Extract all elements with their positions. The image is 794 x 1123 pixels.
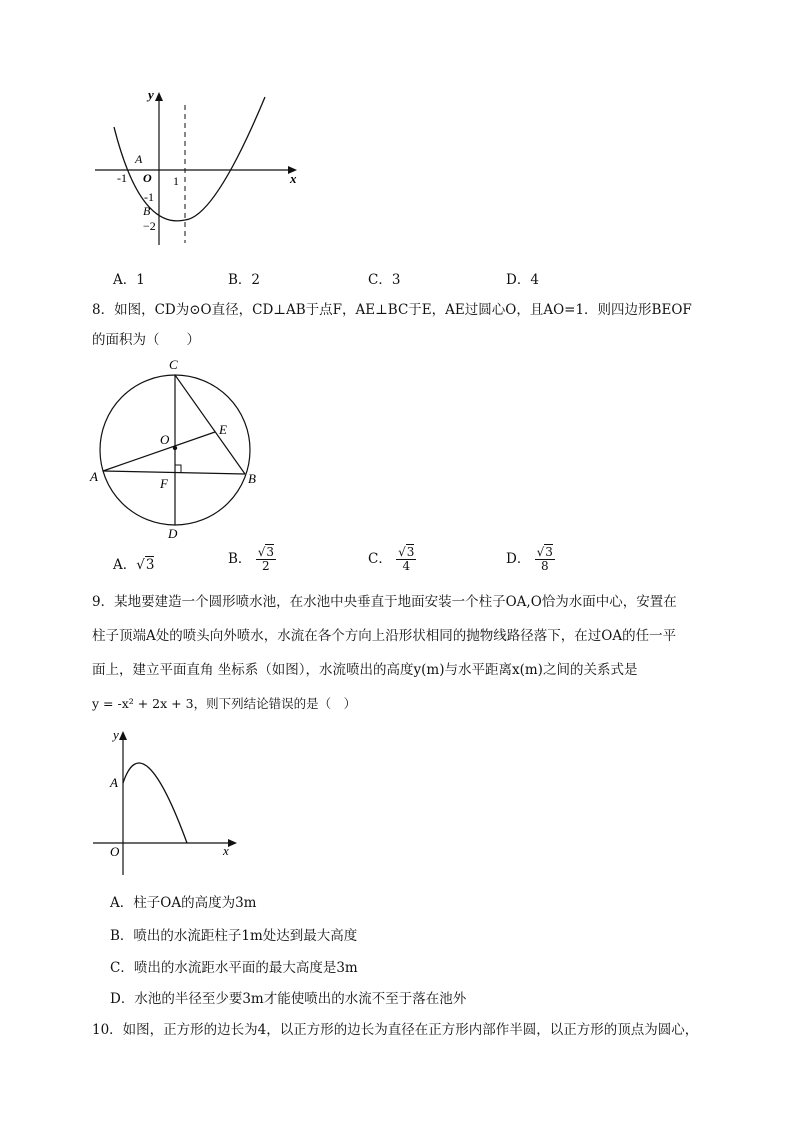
q7-option-a: A．1 xyxy=(113,272,145,288)
tick-neg2-y: −2 xyxy=(143,219,156,233)
q8-option-a: A．√3 xyxy=(113,557,155,573)
q9-option-c: C．喷出的水流距水平面的最大高度是3m xyxy=(110,960,358,976)
origin-label: O xyxy=(143,171,152,185)
q9-stem-line1: 9．某地要建造一个圆形喷水池，在水池中央垂直于地面安装一个柱子OA,O恰为水面中心，安置在 xyxy=(92,594,677,610)
q7-parabola-graph xyxy=(90,85,310,250)
q9-stem-line4: y = -x² + 2x + 3，则下列结论错误的是（ ） xyxy=(92,696,357,711)
x-axis-arrow xyxy=(228,839,237,847)
q8-stem-line1: 8．如图，CD为⊙O直径，CD⊥AB于点F，AE⊥BC于E，AE过圆心O，且AO=1．则四边形BEOF xyxy=(92,302,692,318)
q8-option-b: B． $\frac{√3}{2}$ xyxy=(228,545,275,573)
tick-1-x: 1 xyxy=(173,174,179,188)
water-parabola xyxy=(123,763,187,843)
q9-option-d: D．水池的半径至少要3m才能使喷出的水流不至于落在池外 xyxy=(110,991,467,1007)
q9-option-a: A．柱子OA的高度为3m xyxy=(110,895,257,911)
q9-stem-line3: 面上，建立平面直角 坐标系（如图），水流喷出的高度y(m)与水平距离x(m)之间的关系式是 xyxy=(92,662,638,678)
q8-circle-diagram xyxy=(85,355,275,540)
q7-option-b: B．2 xyxy=(228,272,261,288)
point-c-label: C xyxy=(169,357,178,372)
tick-neg1-y: -1 xyxy=(144,190,154,204)
point-b-label: B xyxy=(143,204,151,218)
x-axis-label: x xyxy=(223,843,229,858)
y-axis-label: y xyxy=(148,87,154,102)
origin-label: O xyxy=(110,844,120,859)
point-a-label: A xyxy=(90,469,98,484)
point-b-label: B xyxy=(248,471,256,486)
q9-stem-line2: 柱子顶端A处的喷头向外喷水，水流在各个方向上沿形状相同的抛物线路径落下，在过OA的任一平 xyxy=(92,628,677,644)
y-axis-arrow xyxy=(155,92,163,101)
point-a-label: A xyxy=(135,152,143,166)
point-a-label: A xyxy=(110,775,118,790)
q9-option-b: B．喷出的水流距柱子1m处达到最大高度 xyxy=(110,928,358,944)
y-axis-label: y xyxy=(113,727,119,742)
q10-stem-line1: 10．如图，正方形的边长为4，以正方形的边长为直径在正方形内部作半圆，以正方形的顶点为圆心， xyxy=(92,1022,699,1038)
q7-option-c: C．3 xyxy=(368,272,401,288)
x-axis-label: x xyxy=(290,171,297,186)
tick-neg1-x: -1 xyxy=(117,171,127,185)
q8-stem-line2: 的面积为（ ） xyxy=(92,332,200,348)
segment-cb xyxy=(175,375,245,474)
y-axis-arrow xyxy=(119,731,127,740)
center-point-o xyxy=(173,446,177,450)
point-o-label: O xyxy=(160,432,170,447)
point-e-label: E xyxy=(219,422,227,437)
chord-ab xyxy=(103,471,245,474)
q7-option-d: D．4 xyxy=(506,272,539,288)
q8-option-c: C． $\frac{√3}{4}$ xyxy=(368,545,415,573)
q8-option-d: D． $\frac{√3}{8}$ xyxy=(506,545,553,573)
point-f-label: F xyxy=(160,476,168,491)
segment-ae xyxy=(103,432,215,471)
right-angle-mark xyxy=(175,465,181,472)
q9-fountain-graph xyxy=(85,725,245,880)
point-d-label: D xyxy=(168,526,178,540)
